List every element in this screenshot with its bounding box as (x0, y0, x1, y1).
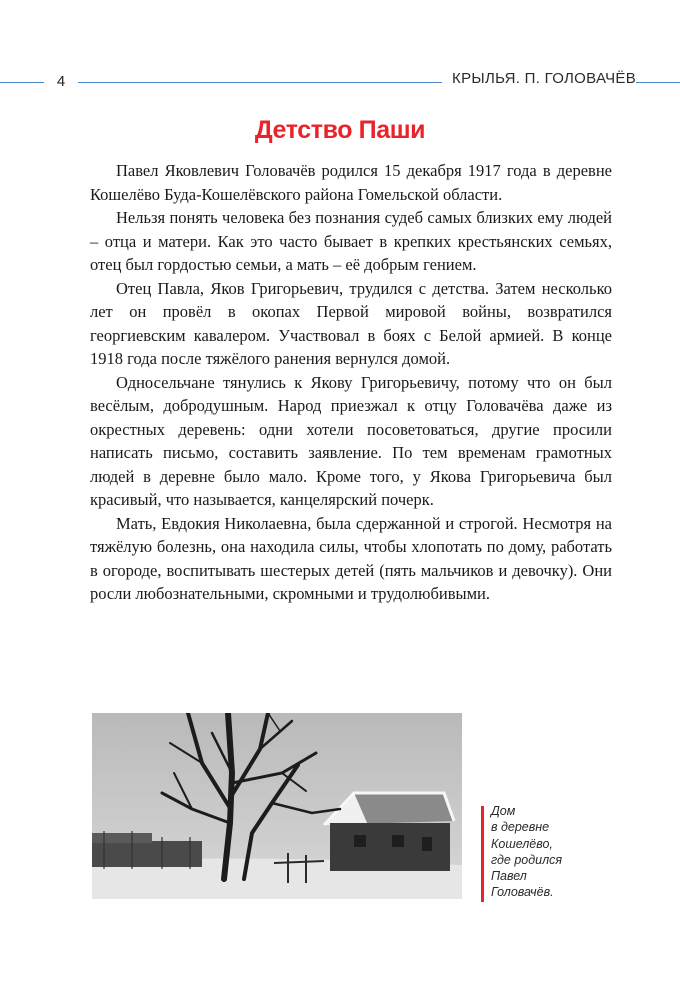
paragraph: Односельчане тянулись к Якову Григорьевичу, потому что он был весёлым, добродушным. Народ приезжал к отцу Головачёва даже из окрестных деревень: одни хотели посоветоваться, другие просили написать письмо, составить заявление. По тем временам грамотных людей в деревне было мало. Кроме того, у Якова Григорьевича был красивый, что называется, канцелярский почерк. (90, 372, 612, 509)
caption-line: Дом (491, 804, 516, 818)
caption-line: Павел (491, 869, 527, 884)
paragraph: Отец Павла, Яков Григорьевич, трудился с детства. Затем несколько лет он провёл в окопах Первой мировой войны, возвратился георгиевским кавалером. Участвовал в боях с Белой армией. В конце 1918 года после тяжёлого ранения вернулся домой. (90, 278, 612, 368)
caption-rule (481, 806, 484, 902)
caption-line: в деревне (491, 820, 550, 835)
photo-caption (491, 803, 611, 901)
chapter-title: Детство Паши (254, 116, 426, 144)
caption-line: Кошелёво, (491, 836, 553, 851)
paragraph: Мать, Евдокия Николаевна, была сдержанной и строгой. Несмотря на тяжёлую болезнь, она находила силы, чтобы хлопотать по дому, работать в огороде, воспитывать шестерых детей (пять мальчиков и девочку). Они росли любознательными, скромными и трудолюбивыми. (90, 513, 612, 603)
running-head: КРЫЛЬЯ. П. ГОЛОВАЧЁВ (442, 66, 636, 92)
village-house-photo (92, 713, 462, 899)
caption-line: где родился (491, 852, 563, 867)
paragraph: Павел Яковлевич Головачёв родился 15 декабря 1917 года в деревне Кошелёво Буда-Кошелёвского района Гомельской области. (90, 161, 612, 204)
caption-line: Головачёв. (491, 885, 554, 900)
paragraph: Нельзя понять человека без познания судеб самых близких ему людей – отца и матери. Как это часто бывает в крепких крестьянских семьях, отец был гордостью семьи, а мать – её добрым гением. (90, 208, 612, 274)
body-text (90, 159, 612, 606)
page-number: 4 (44, 70, 78, 94)
